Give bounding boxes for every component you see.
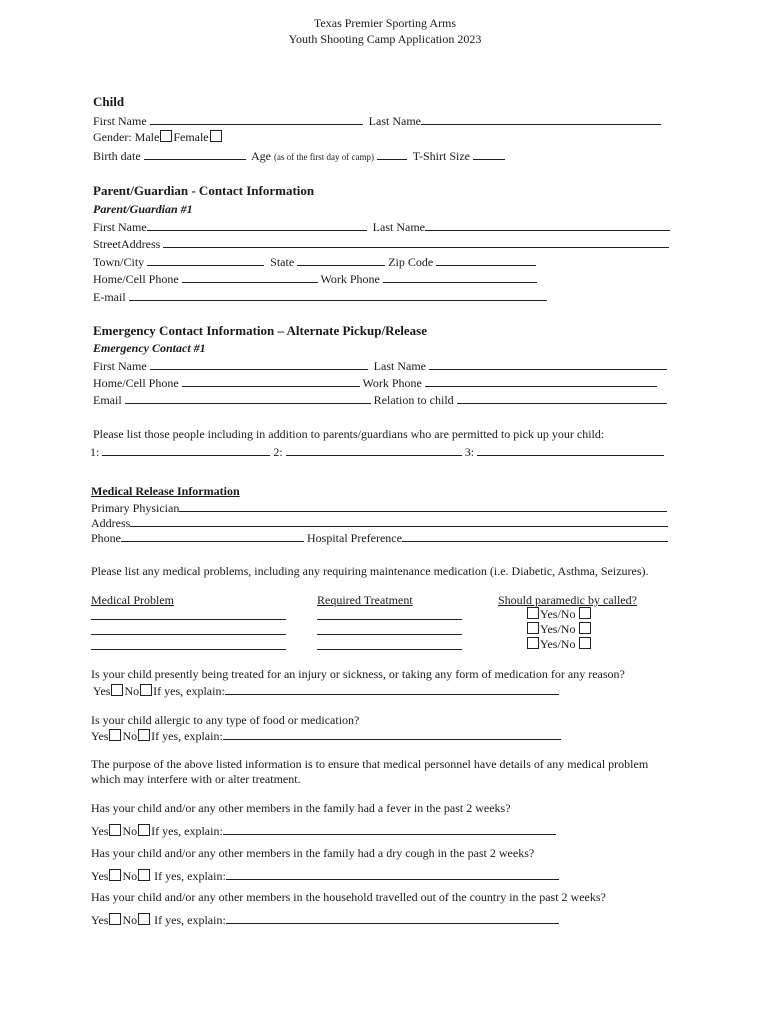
medical-row — [317, 608, 462, 624]
explain-label: If yes, explain: — [153, 684, 225, 698]
yes-checkbox[interactable] — [111, 684, 123, 696]
physician-label: Primary Physician — [91, 501, 180, 515]
paramedic-checkbox[interactable] — [579, 607, 591, 619]
form-title: Youth Shooting Camp Application 2023 — [288, 32, 482, 46]
child-birth-row — [93, 148, 505, 165]
parent-subheading: Parent/Guardian #1 — [93, 202, 193, 216]
yes-label: Yes — [91, 824, 109, 838]
required-treatment-header: Required Treatment — [317, 593, 413, 607]
treatment-question: Is your child presently being treated for an injury or sickness, or taking any form of medication for any reason? — [91, 667, 625, 681]
yes-label: Yes — [93, 684, 111, 698]
yes-checkbox[interactable] — [109, 729, 121, 741]
street-label: StreetAddress — [93, 237, 161, 251]
address-label: Address — [91, 516, 131, 530]
no-label: No — [122, 824, 138, 838]
no-label: No — [122, 729, 138, 743]
first-name-label: First Name — [93, 359, 147, 373]
treatment-field[interactable] — [317, 623, 462, 635]
medical-list-instructions: Please list any medical problems, including any requiring maintenance medication (i.e. Diabetic, Asthma, Seizures). — [91, 564, 649, 578]
town-field[interactable] — [147, 254, 264, 266]
no-checkbox[interactable] — [140, 684, 152, 696]
fever-answer-row — [91, 823, 556, 839]
work-phone-label: Work Phone — [362, 376, 422, 390]
tshirt-label: T-Shirt Size — [412, 149, 470, 163]
treatment-answer-row — [93, 683, 559, 699]
explain-field[interactable] — [223, 823, 556, 835]
pickup-3-field[interactable] — [477, 444, 664, 456]
parent-town-row — [93, 254, 536, 270]
first-name-label: First Name — [93, 220, 147, 234]
home-phone-field[interactable] — [182, 271, 318, 283]
pickup-instructions: Please list those people including in addition to parents/guardians who are permitted to pick up your child: — [93, 427, 605, 441]
email-label: Email — [93, 393, 122, 407]
medical-problem-field[interactable] — [91, 623, 286, 635]
work-phone-field[interactable] — [383, 271, 537, 283]
phone-label: Phone — [91, 531, 121, 545]
yes-label: Yes — [91, 869, 109, 883]
pickup-3-label: 3: — [464, 445, 475, 459]
emergency-phone-row — [93, 375, 657, 391]
pickup-1-field[interactable] — [102, 444, 270, 456]
emergency-last-name-field[interactable] — [429, 358, 667, 370]
explain-label: If yes, explain: — [151, 824, 223, 838]
travel-question: Has your child and/or any other members in the household travelled out of the country in the past 2 weeks? — [91, 890, 606, 904]
purpose-text-2: which may interfere with or alter treatment. — [91, 772, 301, 786]
female-label: Female — [173, 130, 209, 144]
physician-field[interactable] — [179, 500, 667, 512]
child-name-row — [93, 113, 661, 129]
emergency-subheading: Emergency Contact #1 — [93, 341, 206, 355]
paramedic-header: Should paramedic by called? — [498, 593, 637, 607]
pickup-2-field[interactable] — [286, 444, 462, 456]
yes-label: Yes — [91, 913, 109, 927]
age-note: (as of the first day of camp) — [274, 152, 374, 162]
work-phone-label: Work Phone — [320, 272, 380, 286]
cough-answer-row — [91, 868, 559, 884]
emergency-email-row — [93, 392, 667, 408]
home-phone-label: Home/Cell Phone — [93, 272, 179, 286]
emergency-heading: Emergency Contact Information – Alternate Pickup/Release — [93, 323, 427, 338]
yes-checkbox[interactable] — [109, 869, 121, 881]
emergency-home-phone-field[interactable] — [182, 375, 360, 387]
no-label: No — [122, 913, 138, 927]
yes-no-label: Yes/No — [540, 607, 576, 621]
medical-problem-header: Medical Problem — [91, 593, 174, 607]
medical-heading: Medical Release Information — [91, 484, 240, 498]
no-checkbox[interactable] — [138, 869, 150, 881]
explain-field[interactable] — [223, 728, 561, 740]
hospital-label: Hospital Preference — [307, 531, 402, 545]
zip-label: Zip Code — [388, 255, 434, 269]
no-label: No — [122, 869, 138, 883]
paramedic-checkbox[interactable] — [527, 607, 539, 619]
medical-problem-field[interactable] — [91, 638, 286, 650]
emergency-work-phone-field[interactable] — [425, 375, 657, 387]
yes-checkbox[interactable] — [109, 824, 121, 836]
hospital-field[interactable] — [402, 530, 668, 542]
state-field[interactable] — [297, 254, 385, 266]
yes-checkbox[interactable] — [109, 913, 121, 925]
paramedic-checkbox[interactable] — [527, 622, 539, 634]
town-label: Town/City — [93, 255, 145, 269]
yes-no-label: Yes/No — [540, 622, 576, 636]
travel-answer-row — [91, 912, 559, 928]
paramedic-checkbox[interactable] — [527, 637, 539, 649]
child-gender-row — [93, 130, 223, 145]
tshirt-field[interactable] — [473, 148, 505, 160]
explain-label: If yes, explain: — [154, 913, 226, 927]
paramedic-checkbox[interactable] — [579, 637, 591, 649]
medical-phone-field[interactable] — [121, 530, 304, 542]
relation-label: Relation to child — [373, 393, 454, 407]
medical-row — [91, 623, 286, 639]
treatment-field[interactable] — [317, 638, 462, 650]
explain-label: If yes, explain: — [151, 729, 223, 743]
form-org-name: Texas Premier Sporting Arms — [313, 16, 457, 30]
explain-field[interactable] — [225, 683, 559, 695]
age-label: Age — [251, 149, 271, 163]
child-last-name-field[interactable] — [421, 113, 661, 125]
gender-label: Gender: Male — [93, 130, 160, 144]
medical-phone-row — [91, 530, 668, 546]
medical-address-row — [91, 515, 668, 531]
age-field[interactable] — [377, 148, 407, 160]
explain-field[interactable] — [226, 868, 559, 880]
explain-label: If yes, explain: — [154, 869, 226, 883]
medical-row — [91, 638, 286, 654]
parent-first-name-field[interactable] — [147, 219, 367, 231]
last-name-label: Last Name — [373, 359, 426, 373]
explain-field[interactable] — [226, 912, 559, 924]
parent-street-row — [93, 236, 669, 252]
paramedic-option — [526, 622, 592, 637]
child-heading: Child — [93, 94, 125, 109]
yes-label: Yes — [91, 729, 109, 743]
emergency-name-row — [93, 358, 667, 374]
zip-field[interactable] — [436, 254, 536, 266]
medical-address-field[interactable] — [130, 515, 668, 527]
allergy-question: Is your child allergic to any type of food or medication? — [91, 713, 360, 727]
physician-row — [91, 500, 667, 516]
medical-row — [317, 623, 462, 639]
parent-email-row — [93, 289, 547, 305]
paramedic-checkbox[interactable] — [579, 622, 591, 634]
parent-phone-row — [93, 271, 537, 287]
birth-date-label: Birth date — [93, 149, 141, 163]
emergency-first-name-field[interactable] — [150, 358, 368, 370]
home-phone-label: Home/Cell Phone — [93, 376, 179, 390]
parent-last-name-field[interactable] — [425, 219, 670, 231]
allergy-answer-row — [91, 728, 561, 744]
no-checkbox[interactable] — [138, 913, 150, 925]
first-name-label: First Name — [93, 114, 147, 128]
relation-field[interactable] — [457, 392, 667, 404]
pickup-row — [90, 444, 664, 460]
purpose-text-1: The purpose of the above listed information is to ensure that medical personnel have details of any medical problem — [91, 757, 649, 771]
treatment-field[interactable] — [317, 608, 462, 620]
no-checkbox[interactable] — [138, 824, 150, 836]
fever-question: Has your child and/or any other members in the family had a fever in the past 2 weeks? — [91, 801, 511, 815]
pickup-1-label: 1: — [90, 445, 100, 459]
medical-problem-field[interactable] — [91, 608, 286, 620]
state-label: State — [270, 255, 295, 269]
yes-no-label: Yes/No — [540, 637, 576, 651]
email-field[interactable] — [129, 289, 547, 301]
medical-row — [317, 638, 462, 654]
parent-heading: Parent/Guardian - Contact Information — [93, 183, 315, 198]
child-first-name-field[interactable] — [150, 113, 363, 125]
last-name-label: Last Name — [372, 220, 425, 234]
paramedic-option — [526, 607, 592, 622]
male-checkbox[interactable] — [160, 130, 172, 142]
medical-row — [91, 608, 286, 624]
no-label: No — [124, 684, 140, 698]
email-label: E-mail — [93, 290, 126, 304]
female-checkbox[interactable] — [210, 130, 222, 142]
cough-question: Has your child and/or any other members in the family had a dry cough in the past 2 weeks? — [91, 846, 535, 860]
pickup-2-label: 2: — [273, 445, 283, 459]
paramedic-option — [526, 637, 592, 652]
parent-name-row — [93, 219, 670, 235]
no-checkbox[interactable] — [138, 729, 150, 741]
birth-date-field[interactable] — [144, 148, 246, 160]
emergency-email-field[interactable] — [125, 392, 371, 404]
street-field[interactable] — [163, 236, 669, 248]
last-name-label: Last Name — [368, 114, 421, 128]
